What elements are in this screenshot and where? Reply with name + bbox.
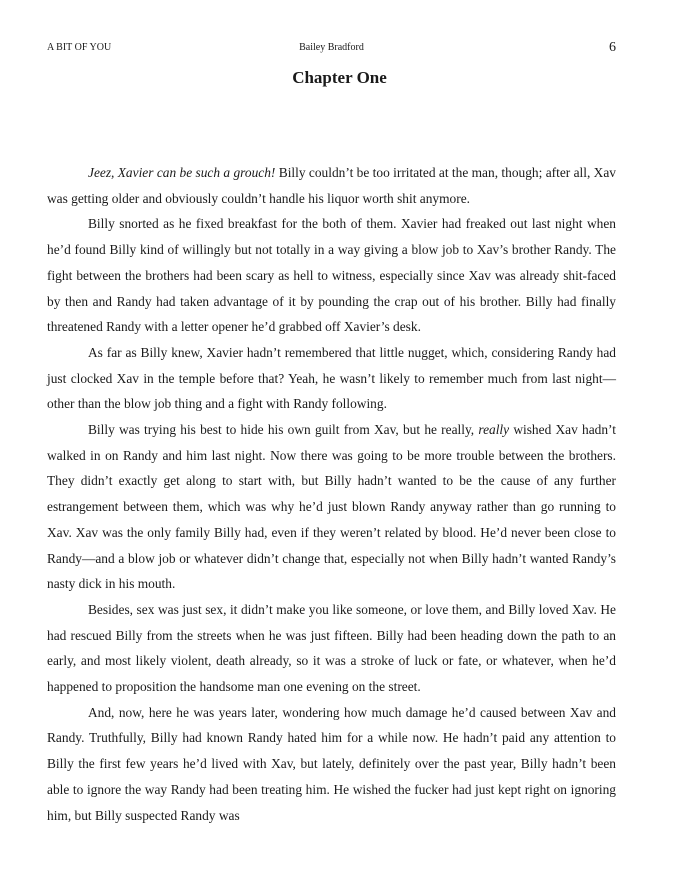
page-number: 6 — [609, 40, 616, 55]
paragraph-4 — [47, 417, 616, 597]
paragraph-1-italic-lead: Jeez, Xavier can be such a grouch! — [88, 165, 276, 180]
chapter-title: Chapter One — [292, 68, 387, 87]
paragraph-5: Besides, sex was just sex, it didn’t make you like someone, or love them, and Billy loved Xav. He had rescued Billy from the streets when he was just fifteen. Billy had been heading down the path to an early, and most likely violent, death already, so it was a stroke of luck or fate, or whatever, when he’d happened to proposition the handsome man one evening on the street. — [47, 601, 616, 695]
paragraph-2: Billy snorted as he fixed breakfast for the both of them. Xavier had freaked out last night when he’d found Billy kind of willingly but not totally in a way giving a blow job to Xav’s brother Randy. The fight between the brothers had been scary as hell to witness, especially since Xav was already shit-faced by then and Randy had taken advantage of it by pounding the crap out of his brother. Billy had finally threatened Randy with a letter opener he’d grabbed off Xavier’s desk. — [47, 216, 616, 335]
paragraph-1 — [47, 160, 616, 211]
running-header — [47, 40, 616, 56]
paragraph-4-text-after: wished Xav hadn’t walked in on Randy and him last night. Now there was going to be more trouble between the brothers. They didn’t exactly get along to start with, but Billy hadn’t wanted to be the cause of any further estrangement between them, which was why he’d just blown Randy anyway rather than go running to Xav. Xav was the only family Billy had, even if they weren’t related by blood. He’d never been close to Randy—and a blow job or whatever didn’t change that, especially not when Billy hadn’t wanted Randy’s nasty dick in his mouth. — [47, 422, 616, 592]
paragraph-6: And, now, here he was years later, wondering how much damage he’d caused between Xav and Randy. Truthfully, Billy had known Randy hated him for a while now. He hadn’t paid any attention to Billy the first few years he’d lived with Xav, but lately, definitely over the past year, Billy hadn’t been able to ignore the way Randy had been treating him. He wished the fucker had just kept right on ignoring him, but Billy suspected Randy was — [47, 704, 616, 823]
paragraph-4-text-before: Billy was trying his best to hide his own guilt from Xav, but he really, — [88, 422, 479, 438]
header-book-title: A BIT OF YOU — [47, 42, 112, 53]
paragraph-4-italic: really — [478, 422, 510, 438]
paragraph-1-text: Billy couldn’t be too irritated at the man, though; after all, Xav was getting older and obviously couldn’t handle his liquor worth shit anymore. — [47, 165, 616, 206]
paragraph-3: As far as Billy knew, Xavier hadn’t remembered that little nugget, which, considering Randy had just clocked Xav in the temple before that? Yeah, he wasn’t likely to remember much from last night—other than the blow job thing and a fight with Randy following. — [47, 344, 616, 412]
header-author: Bailey Bradford — [299, 42, 364, 53]
chapter-body — [47, 160, 616, 828]
